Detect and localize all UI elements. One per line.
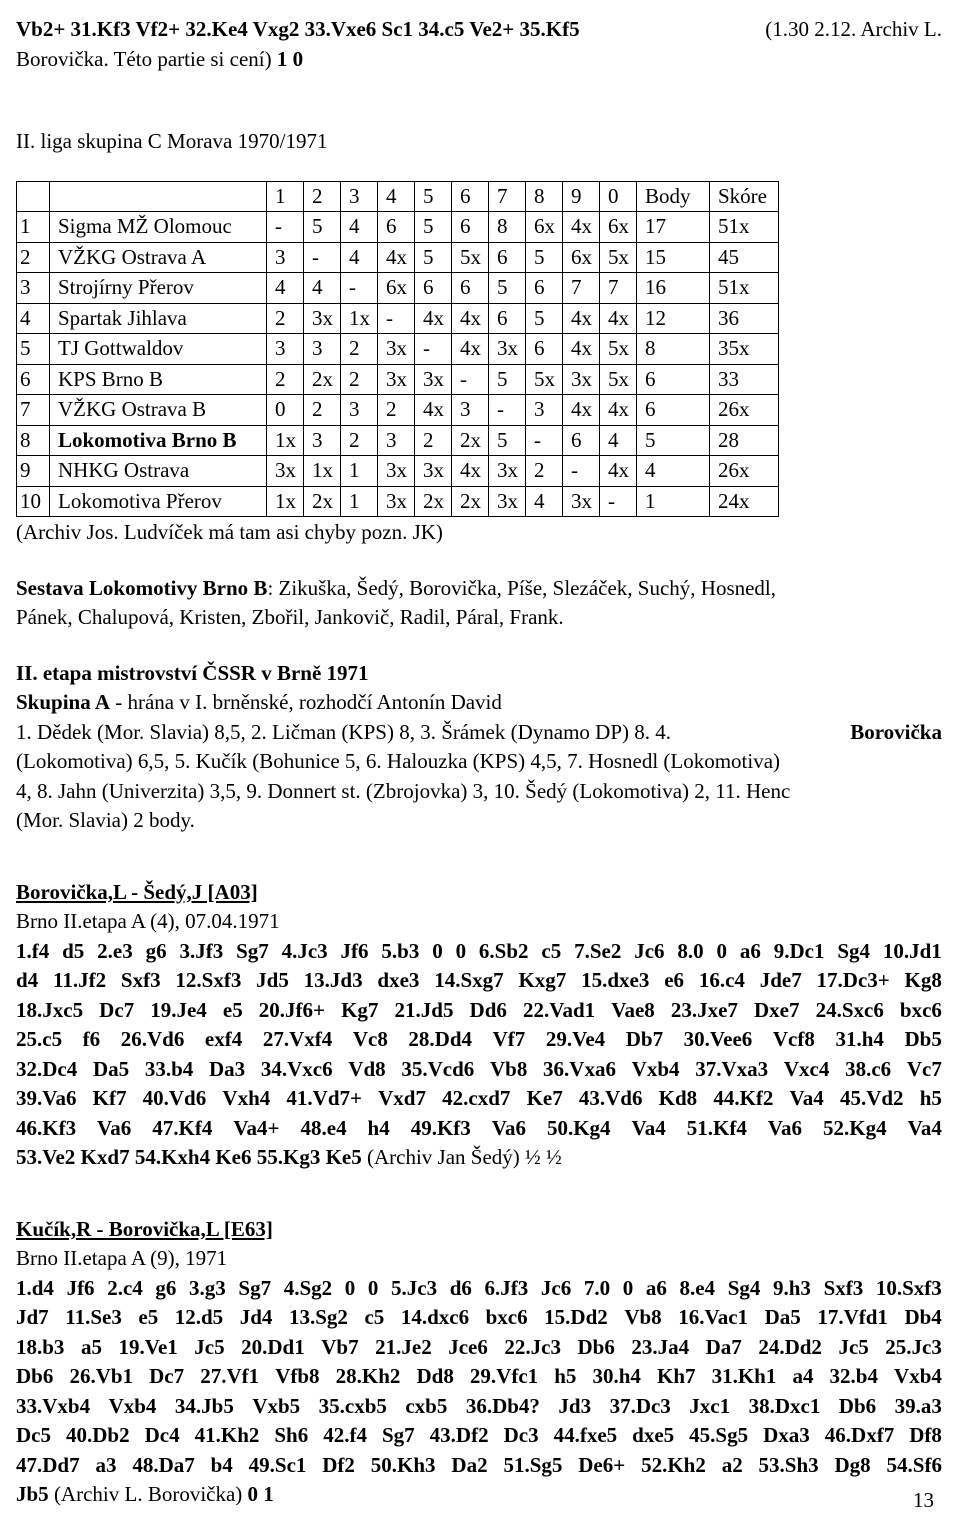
table-cell: 3	[267, 334, 304, 365]
table-row	[17, 456, 779, 487]
table-cell: 1	[341, 456, 378, 487]
table-cell: 5x	[600, 242, 637, 273]
table-cell: 2	[304, 181, 341, 212]
table-cell: VŽKG Ostrava A	[50, 242, 267, 273]
table-cell: -	[489, 395, 526, 426]
table-cell: 6	[378, 212, 415, 243]
document-page	[16, 0, 942, 1510]
table-cell: 6	[17, 364, 50, 395]
table-cell: 4	[637, 456, 710, 487]
table-cell: -	[378, 303, 415, 334]
table-cell: 2	[526, 456, 563, 487]
table-cell: 3x	[378, 334, 415, 365]
table-cell: 5x	[452, 242, 489, 273]
table-cell: 5	[489, 425, 526, 456]
game-1	[16, 878, 942, 1173]
table-cell: 5	[17, 334, 50, 365]
lineup-names-line1: : Zikuška, Šedý, Borovička, Píše, Slezáček, Suchý, Hosnedl,	[267, 575, 777, 600]
stage-group-label: Skupina A	[16, 690, 110, 714]
table-cell: 6	[415, 273, 452, 304]
table-cell: 1	[267, 181, 304, 212]
table-cell: 45	[710, 242, 779, 273]
table-cell: 1	[17, 212, 50, 243]
table-cell: Spartak Jihlava	[50, 303, 267, 334]
table-cell: 5	[637, 425, 710, 456]
table-cell: 6	[637, 395, 710, 426]
table-cell: 3x	[415, 456, 452, 487]
table-cell: 9	[17, 456, 50, 487]
table-cell	[50, 181, 267, 212]
table-cell: NHKG Ostrava	[50, 456, 267, 487]
table-cell: -	[341, 273, 378, 304]
stage-title: II. etapa mistrovství ČSSR v Brně 1971	[16, 660, 369, 685]
table-cell: 0	[267, 395, 304, 426]
table-cell: 3x	[267, 456, 304, 487]
table-cell: 1x	[341, 303, 378, 334]
table-cell: 17	[637, 212, 710, 243]
game-2	[16, 1215, 942, 1510]
table-cell: Body	[637, 181, 710, 212]
table-cell: 28	[710, 425, 779, 456]
table-cell: -	[452, 364, 489, 395]
table-cell: 4x	[452, 303, 489, 334]
moves-line: Jd7 11.Se3 e5 12.d5 Jd4 13.Sg2 c5 14.dxc6 bxc6 15.Dd2 Vb8 16.Vac1 Da5 17.Vfd1 Db4	[16, 1305, 942, 1329]
table-cell: 3x	[489, 334, 526, 365]
table-cell: 7	[600, 273, 637, 304]
table-cell: Sigma MŽ Olomouc	[50, 212, 267, 243]
table-cell: Lokomotiva Přerov	[50, 486, 267, 517]
table-cell: 3	[304, 425, 341, 456]
table-cell: 35x	[710, 334, 779, 365]
table-cell: 3x	[378, 456, 415, 487]
moves-line: Db6 26.Vb1 Dc7 27.Vf1 Vfb8 28.Kh2 Dd8 29.Vfc1 h5 30.h4 Kh7 31.Kh1 a4 32.b4 Vxb4	[16, 1364, 942, 1388]
table-cell: 4x	[563, 303, 600, 334]
table-cell: 2	[267, 303, 304, 334]
table-cell: 5	[489, 364, 526, 395]
table-cell: 4	[267, 273, 304, 304]
table-cell: 4x	[563, 212, 600, 243]
game-1-last-line	[16, 1143, 942, 1173]
lineup-label: Sestava Lokomotivy Brno B	[16, 575, 268, 600]
table-cell: 7	[563, 273, 600, 304]
table-cell: 4x	[600, 395, 637, 426]
header-note: (1.30 2.12. Archiv L.	[765, 17, 942, 41]
table-cell: 5x	[600, 334, 637, 365]
table-cell: Lokomotiva Brno B	[50, 425, 267, 456]
game-1-event: Brno II.etapa A (4), 07.04.1971	[16, 909, 280, 933]
table-cell: 3	[378, 425, 415, 456]
table-row	[17, 303, 779, 334]
table-cell: 3	[526, 395, 563, 426]
table-row	[17, 242, 779, 273]
table-cell: 4x	[415, 395, 452, 426]
table-header-row	[17, 181, 779, 212]
table-cell: 4	[17, 303, 50, 334]
table-cell: TJ Gottwaldov	[50, 334, 267, 365]
game-1-moves	[16, 937, 942, 1144]
stage-results-line3: 4, 8. Jahn (Univerzita) 3,5, 9. Donnert st. (Zbrojovka) 3, 10. Šedý (Lokomotiva) 2, 11. Henc	[16, 778, 791, 803]
moves-line: 33.Vxb4 Vxb4 34.Jb5 Vxb5 35.cxb5 cxb5 36.Db4? Jd3 37.Dc3 Jxc1 38.Dxc1 Db6 39.a3	[16, 1393, 942, 1418]
game-1-last-moves: 53.Ve2 Kxd7 54.Kxh4 Ke6 55.Kg3 Ke5	[16, 1145, 362, 1169]
table-cell: Skóre	[710, 181, 779, 212]
table-cell: 9	[563, 181, 600, 212]
table-cell: 4x	[452, 456, 489, 487]
table-cell: 6x	[563, 242, 600, 273]
table-cell: 3x	[489, 486, 526, 517]
header-moves: Vb2+ 31.Kf3 Vf2+ 32.Ke4 Vxg2 33.Vxe6 Sc1 34.c5 Ve2+ 35.Kf5	[16, 17, 580, 41]
table-row	[17, 395, 779, 426]
lineup-names-line2: Pánek, Chalupová, Kristen, Zbořil, Jankovič, Radil, Páral, Frank.	[16, 605, 564, 629]
table-cell: 5	[489, 273, 526, 304]
game-2-event: Brno II.etapa A (9), 1971	[16, 1246, 228, 1270]
table-cell: 4x	[600, 456, 637, 487]
table-cell: 6	[563, 425, 600, 456]
stage-group-line	[16, 688, 942, 718]
game-2-title: Kučík,R - Borovička,L [E63]	[16, 1216, 273, 1241]
table-cell: 6	[489, 303, 526, 334]
moves-line: d4 11.Jf2 Sxf3 12.Sxf3 Jd5 13.Jd3 dxe3 14.Sxg7 Kxg7 15.dxe3 e6 16.c4 Jde7 17.Dc3+ Kg8	[16, 968, 942, 992]
moves-line: 18.b3 a5 19.Ve1 Jc5 20.Dd1 Vb7 21.Je2 Jce6 22.Jc3 Db6 23.Ja4 Da7 24.Dd2 Jc5 25.Jc3	[16, 1334, 942, 1359]
table-cell: 5x	[600, 364, 637, 395]
table-cell: 4	[341, 242, 378, 273]
table-cell: -	[563, 456, 600, 487]
table-cell: 24x	[710, 486, 779, 517]
table-cell: 6	[452, 273, 489, 304]
table-cell: 4x	[600, 303, 637, 334]
game-2-moves	[16, 1274, 942, 1481]
table-cell: 15	[637, 242, 710, 273]
table-cell: 1x	[304, 456, 341, 487]
table-cell: 8	[17, 425, 50, 456]
moves-line: 47.Dd7 a3 48.Da7 b4 49.Sc1 Df2 50.Kh3 Da2 51.Sg5 De6+ 52.Kh2 a2 53.Sh3 Dg8 54.Sf6	[16, 1452, 942, 1477]
table-cell: 51x	[710, 212, 779, 243]
table-cell: 2	[17, 242, 50, 273]
table-cell: 3x	[563, 486, 600, 517]
table-cell: 1	[637, 486, 710, 517]
table-cell: 3x	[304, 303, 341, 334]
table-cell: 4	[341, 212, 378, 243]
table-cell: 16	[637, 273, 710, 304]
header-result: 1 0	[276, 46, 304, 71]
table-cell: 4	[526, 486, 563, 517]
table-cell: VŽKG Ostrava B	[50, 395, 267, 426]
table-cell: 6	[452, 181, 489, 212]
game-2-last-moves: Jb5	[16, 1482, 49, 1506]
table-row	[17, 425, 779, 456]
table-cell: 8	[526, 181, 563, 212]
table-cell: 4	[600, 425, 637, 456]
table-cell: 6	[526, 273, 563, 304]
table-cell: 5x	[526, 364, 563, 395]
stage-group-rest: - hrána v I. brněnské, rozhodčí Antonín David	[110, 690, 502, 714]
game-2-last-line	[16, 1480, 942, 1510]
stage-results-line1-text: 1. Dědek (Mor. Slavia) 8,5, 2. Ličman (KPS) 8, 3. Šrámek (Dynamo DP) 8. 4.	[16, 719, 671, 744]
table-cell: 4x	[563, 395, 600, 426]
table-row	[17, 212, 779, 243]
table-cell: 6x	[600, 212, 637, 243]
table-cell: 4	[378, 181, 415, 212]
table-cell: 6x	[526, 212, 563, 243]
stage-results-line4: (Mor. Slavia) 2 body.	[16, 808, 195, 832]
table-cell	[17, 181, 50, 212]
table-row	[17, 273, 779, 304]
table-cell: 3x	[378, 364, 415, 395]
table-cell: Strojírny Přerov	[50, 273, 267, 304]
table-cell: 3x	[415, 364, 452, 395]
moves-line: 32.Dc4 Da5 33.b4 Da3 34.Vxc6 Vd8 35.Vcd6 Vb8 36.Vxa6 Vxb4 37.Vxa3 Vxc4 38.c6 Vc7	[16, 1056, 942, 1081]
table-cell: 5	[526, 303, 563, 334]
table-cell: 6	[489, 242, 526, 273]
table-cell: 3	[341, 181, 378, 212]
table-cell: 36	[710, 303, 779, 334]
table-cell: 6	[452, 212, 489, 243]
table-row	[17, 364, 779, 395]
table-cell: 2	[415, 425, 452, 456]
table-cell: 12	[637, 303, 710, 334]
table-cell: 5	[415, 181, 452, 212]
table-cell: 3x	[378, 486, 415, 517]
table-cell: 4x	[415, 303, 452, 334]
table-cell: 6x	[378, 273, 415, 304]
table-cell: 51x	[710, 273, 779, 304]
table-cell: 4x	[452, 334, 489, 365]
table-cell: 2x	[452, 486, 489, 517]
table-cell: 2x	[304, 486, 341, 517]
table-row	[17, 486, 779, 517]
moves-line: 1.f4 d5 2.e3 g6 3.Jf3 Sg7 4.Jc3 Jf6 5.b3 0 0 6.Sb2 c5 7.Se2 Jc6 8.0 0 a6 9.Dc1 Sg4 10.Jd1	[16, 938, 942, 963]
table-cell: 3	[267, 242, 304, 273]
table-cell: 8	[489, 212, 526, 243]
section-title: II. liga skupina C Morava 1970/1971	[16, 129, 328, 153]
table-cell: 26x	[710, 395, 779, 426]
game-1-archive-note: (Archiv Jan Šedý)	[366, 1145, 520, 1169]
moves-line: 25.c5 f6 26.Vd6 exf4 27.Vxf4 Vc8 28.Dd4 Vf7 29.Ve4 Db7 30.Vee6 Vcf8 31.h4 Db5	[16, 1027, 942, 1051]
game-2-result: 0 1	[247, 1482, 274, 1506]
table-cell: 1x	[267, 486, 304, 517]
table-cell: 1x	[267, 425, 304, 456]
lineup-paragraph	[16, 574, 942, 633]
table-cell: 3	[341, 395, 378, 426]
table-cell: 2	[341, 334, 378, 365]
table-cell: 2	[304, 395, 341, 426]
table-cell: 10	[17, 486, 50, 517]
table-cell: 2x	[304, 364, 341, 395]
table-cell: 7	[17, 395, 50, 426]
table-cell: 0	[600, 181, 637, 212]
table-cell: 5	[304, 212, 341, 243]
stage-results-line1	[16, 718, 942, 748]
table-cell: -	[415, 334, 452, 365]
table-cell: 3	[452, 395, 489, 426]
header-continuation	[16, 15, 942, 45]
table-cell: 26x	[710, 456, 779, 487]
table-cell: 5	[415, 212, 452, 243]
stage-results-line2: (Lokomotiva) 6,5, 5. Kučík (Bohunice 5, 6. Halouzka (KPS) 4,5, 7. Hosnedl (Lokomotiva)	[16, 749, 781, 773]
table-cell: 3	[17, 273, 50, 304]
table-cell: 5	[526, 242, 563, 273]
table-cell: 4x	[378, 242, 415, 273]
table-cell: 2	[341, 425, 378, 456]
table-cell: 3	[304, 334, 341, 365]
table-cell: 4x	[563, 334, 600, 365]
table-cell: 3x	[489, 456, 526, 487]
table-cell: 33	[710, 364, 779, 395]
table-cell: 4	[304, 273, 341, 304]
table-cell: -	[526, 425, 563, 456]
moves-line: Dc5 40.Db2 Dc4 41.Kh2 Sh6 42.f4 Sg7 43.Df2 Dc3 44.fxe5 dxe5 45.Sg5 Dxa3 46.Dxf7 Df8	[16, 1423, 942, 1447]
table-cell: 8	[637, 334, 710, 365]
table-cell: 2x	[452, 425, 489, 456]
header-line2-note: Borovička. Této partie si cení)	[16, 46, 272, 71]
moves-line: 1.d4 Jf6 2.c4 g6 3.g3 Sg7 4.Sg2 0 0 5.Jc3 d6 6.Jf3 Jc6 7.0 0 a6 8.e4 Sg4 9.h3 Sxf3 10.Sxf3	[16, 1275, 942, 1300]
game-1-result: ½ ½	[525, 1145, 562, 1169]
table-cell: 5	[415, 242, 452, 273]
moves-line: 46.Kf3 Va6 47.Kf4 Va4+ 48.e4 h4 49.Kf3 Va6 50.Kg4 Va4 51.Kf4 Va6 52.Kg4 Va4	[16, 1115, 942, 1140]
stage-results-line1-name: Borovička	[850, 719, 942, 744]
moves-line: 39.Va6 Kf7 40.Vd6 Vxh4 41.Vd7+ Vxd7 42.cxd7 Ke7 43.Vd6 Kd8 44.Kf2 Va4 45.Vd2 h5	[16, 1086, 942, 1110]
table-cell: 6	[637, 364, 710, 395]
game-2-archive-note: (Archiv L. Borovička)	[53, 1482, 243, 1506]
table-cell: 2	[267, 364, 304, 395]
moves-line: 18.Jxc5 Dc7 19.Je4 e5 20.Jf6+ Kg7 21.Jd5 Dd6 22.Vad1 Vae8 23.Jxe7 Dxe7 24.Sxc6 bxc6	[16, 997, 942, 1022]
table-cell: KPS Brno B	[50, 364, 267, 395]
table-cell: 7	[489, 181, 526, 212]
header-line2	[16, 45, 942, 75]
table-cell: 3x	[563, 364, 600, 395]
archive-note: (Archiv Jos. Ludvíček má tam asi chyby pozn. JK)	[16, 520, 443, 544]
table-cell: -	[600, 486, 637, 517]
stage-block	[16, 659, 942, 836]
game-1-title: Borovička,L - Šedý,J [A03]	[16, 879, 258, 904]
table-cell: -	[267, 212, 304, 243]
table-cell: -	[304, 242, 341, 273]
table-cell: 2	[378, 395, 415, 426]
table-cell: 1	[341, 486, 378, 517]
table-cell: 6	[526, 334, 563, 365]
table-cell: 2	[341, 364, 378, 395]
table-cell: 2x	[415, 486, 452, 517]
page-number: 13	[913, 1488, 934, 1512]
standings-table	[16, 181, 779, 518]
table-row	[17, 334, 779, 365]
